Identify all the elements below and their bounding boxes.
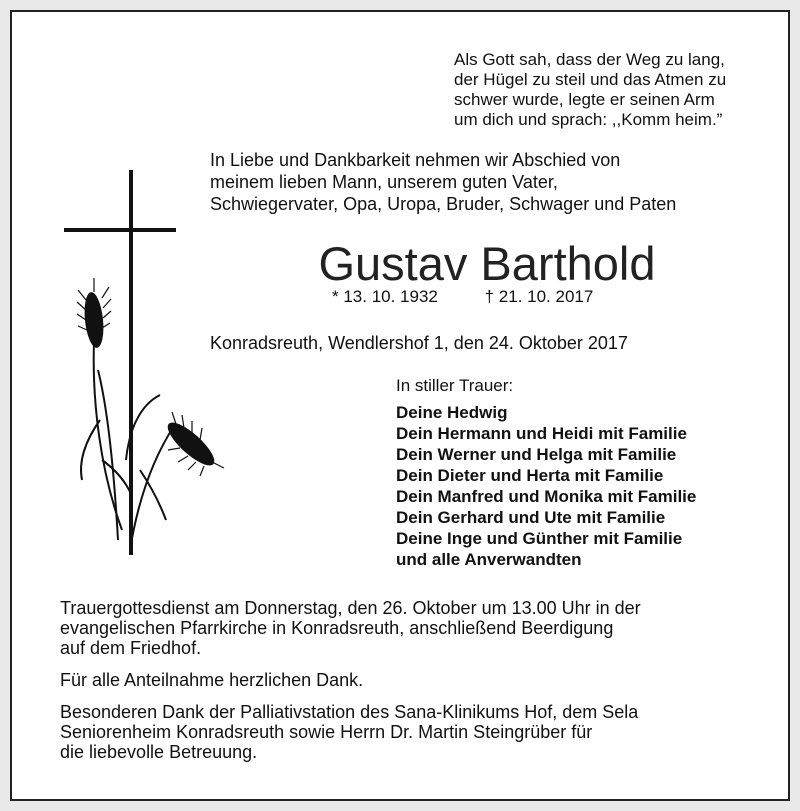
intro-line: Schwiegervater, Opa, Uropa, Bruder, Schwager und Paten	[210, 194, 677, 214]
mourner-item: Dein Dieter und Herta mit Familie	[396, 466, 664, 485]
intro-line: meinem lieben Mann, unserem guten Vater,	[210, 172, 558, 192]
special-thanks-line: Besonderen Dank der Palliativstation des Sana-Klinikums Hof, dem Sela	[60, 702, 639, 722]
mourner-item: und alle Anverwandten	[396, 550, 582, 569]
poem-line: schwer wurde, legte er seinen Arm	[454, 90, 715, 109]
life-dates	[332, 287, 593, 307]
thanks-line: Für alle Anteilnahme herzlichen Dank.	[60, 670, 364, 690]
intro-text	[210, 149, 676, 215]
deceased-name: Gustav Barthold	[318, 237, 656, 290]
closing-text	[60, 598, 641, 762]
poem-line: Als Gott sah, dass der Weg zu lang,	[454, 50, 725, 69]
obituary-notice	[10, 10, 790, 801]
cross-with-wheat-icon	[56, 170, 226, 562]
spacer	[60, 658, 641, 670]
birth-date: * 13. 10. 1932	[332, 287, 438, 306]
mourner-item: Deine Hedwig	[396, 403, 508, 422]
place-and-date: Konradsreuth, Wendlershof 1, den 24. Oktober 2017	[210, 333, 628, 353]
poem-line: der Hügel zu steil und das Atmen zu	[454, 70, 727, 89]
mourners-list	[396, 402, 696, 570]
mourner-item: Dein Werner und Helga mit Familie	[396, 445, 677, 464]
intro-line: In Liebe und Dankbarkeit nehmen wir Abschied von	[210, 150, 621, 170]
mourning-label: In stiller Trauer:	[396, 376, 514, 395]
mourner-item: Dein Hermann und Heidi mit Familie	[396, 424, 687, 443]
mourner-item: Dein Gerhard und Ute mit Familie	[396, 508, 666, 527]
death-date: † 21. 10. 2017	[484, 287, 594, 306]
special-thanks-line: Seniorenheim Konradsreuth sowie Herrn Dr. Martin Steingrüber für	[60, 722, 593, 742]
service-line: auf dem Friedhof.	[60, 638, 202, 658]
service-line: evangelischen Pfarrkirche in Konradsreuth, anschließend Beerdigung	[60, 618, 614, 638]
spacer	[60, 690, 641, 702]
poem-verse	[454, 50, 784, 130]
mourner-item: Dein Manfred und Monika mit Familie	[396, 487, 697, 506]
mourner-item: Deine Inge und Günther mit Familie	[396, 529, 683, 548]
special-thanks-line: die liebevolle Betreuung.	[60, 742, 258, 762]
poem-line: um dich und sprach: ,,Komm heim.”	[454, 110, 723, 129]
service-line: Trauergottesdienst am Donnerstag, den 26. Oktober um 13.00 Uhr in der	[60, 598, 641, 618]
